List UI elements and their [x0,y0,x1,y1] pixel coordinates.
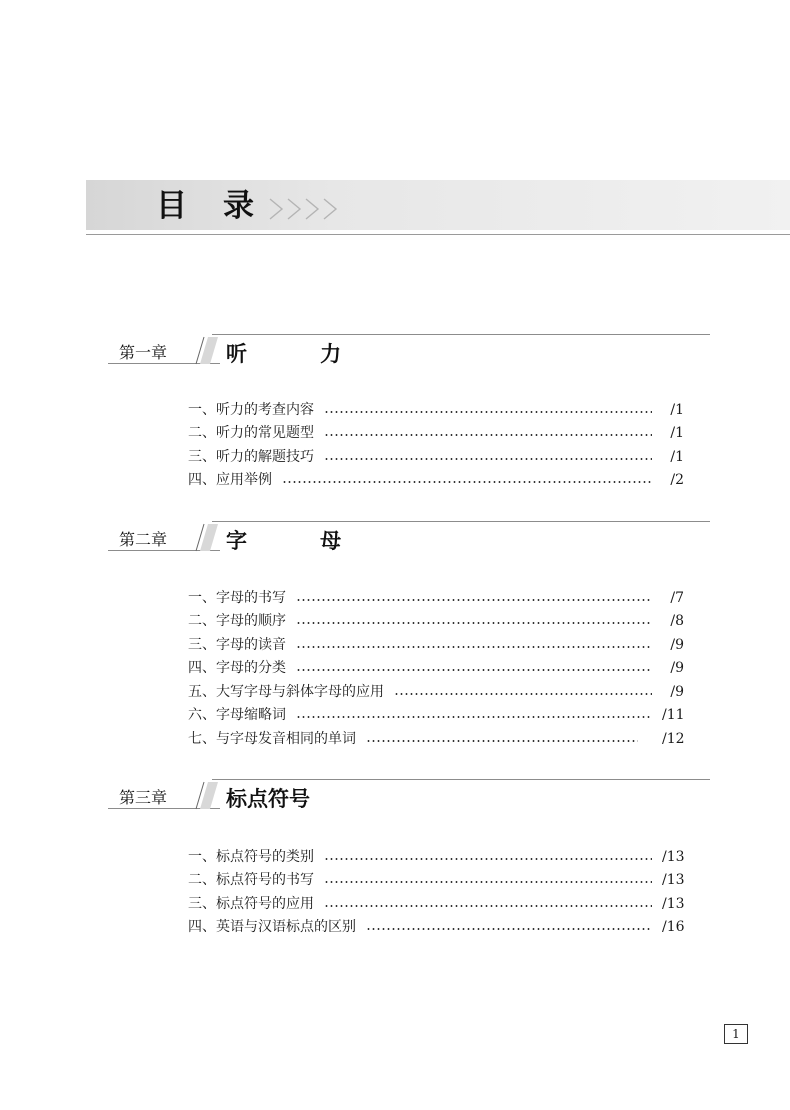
chapter-title: 字 母 [226,529,342,553]
dot-leader [296,622,652,624]
toc-header-rule [86,234,790,235]
chapter-title: 听 力 [226,342,342,366]
toc-entry[interactable] [188,704,684,728]
dot-leader [394,693,652,695]
chapter-label: 第二章 [119,530,168,549]
chapter-2-entries [188,586,684,751]
toc-entry[interactable] [188,586,684,610]
toc-entry[interactable] [188,680,684,704]
entry-page: /1 [670,401,684,418]
slash-decoration-icon [188,522,222,552]
entry-page: /13 [662,872,685,889]
entry-label: 七、与字母发音相同的单词 [188,730,356,747]
dot-leader [324,434,652,436]
toc-entry[interactable] [188,869,684,893]
entry-page: /9 [670,636,684,653]
chapter-1-entries [188,398,684,492]
toc-entry[interactable] [188,610,684,634]
entry-page: /11 [662,707,685,724]
entry-label: 四、应用举例 [188,472,272,489]
entry-label: 一、听力的考查内容 [188,401,314,418]
toc-entry[interactable] [188,633,684,657]
chapter-heading-2[interactable] [108,522,710,562]
chapter-heading-1[interactable] [108,335,710,375]
slash-decoration-icon [188,335,222,365]
entry-page: /9 [670,683,684,700]
toc-entry[interactable] [188,657,684,681]
chapter-heading-3[interactable] [108,780,710,820]
entry-label: 三、字母的读音 [188,636,286,653]
entry-label: 二、听力的常见题型 [188,425,314,442]
dot-leader [324,411,652,413]
entry-label: 四、字母的分类 [188,660,286,677]
entry-label: 二、字母的顺序 [188,613,286,630]
chapter-rule [212,334,710,335]
dot-leader [366,928,652,930]
page-number: 1 [724,1024,748,1044]
toc-entry[interactable] [188,916,684,940]
entry-label: 六、字母缩略词 [188,707,286,724]
toc-entry[interactable] [188,845,684,869]
entry-page: /8 [670,613,684,630]
toc-entry[interactable] [188,469,684,493]
entry-label: 一、标点符号的类别 [188,848,314,865]
dot-leader [282,481,652,483]
chapter-3-entries [188,845,684,939]
entry-page: /7 [670,589,684,606]
entry-label: 二、标点符号的书写 [188,872,314,889]
toc-entry[interactable] [188,398,684,422]
dot-leader [324,858,652,860]
dot-leader [296,646,652,648]
chevron-arrows-icon [268,196,348,222]
chapter-rule [212,779,710,780]
entry-label: 一、字母的书写 [188,589,286,606]
dot-leader [324,881,652,883]
toc-entry[interactable] [188,892,684,916]
entry-page: /12 [662,730,685,747]
entry-label: 三、听力的解题技巧 [188,448,314,465]
dot-leader [324,905,652,907]
entry-label: 三、标点符号的应用 [188,895,314,912]
toc-entry[interactable] [188,445,684,469]
entry-page: /1 [670,425,684,442]
chapter-title: 标点符号 [226,787,310,811]
dot-leader [296,669,652,671]
dot-leader [366,740,638,742]
toc-title: 目录 [156,188,290,224]
dot-leader [296,716,652,718]
entry-page: /1 [670,448,684,465]
dot-leader [324,458,652,460]
entry-label: 五、大写字母与斜体字母的应用 [188,683,384,700]
entry-label: 四、英语与汉语标点的区别 [188,919,356,936]
dot-leader [296,599,652,601]
chapter-rule [212,521,710,522]
entry-page: /9 [670,660,684,677]
entry-page: /16 [662,919,685,936]
slash-decoration-icon [188,780,222,810]
entry-page: /13 [662,895,685,912]
entry-page: /13 [662,848,685,865]
entry-page: /2 [670,472,684,489]
toc-entry[interactable] [188,422,684,446]
chapter-label: 第三章 [119,788,168,807]
toc-entry[interactable] [188,727,684,751]
chapter-label: 第一章 [119,343,168,362]
